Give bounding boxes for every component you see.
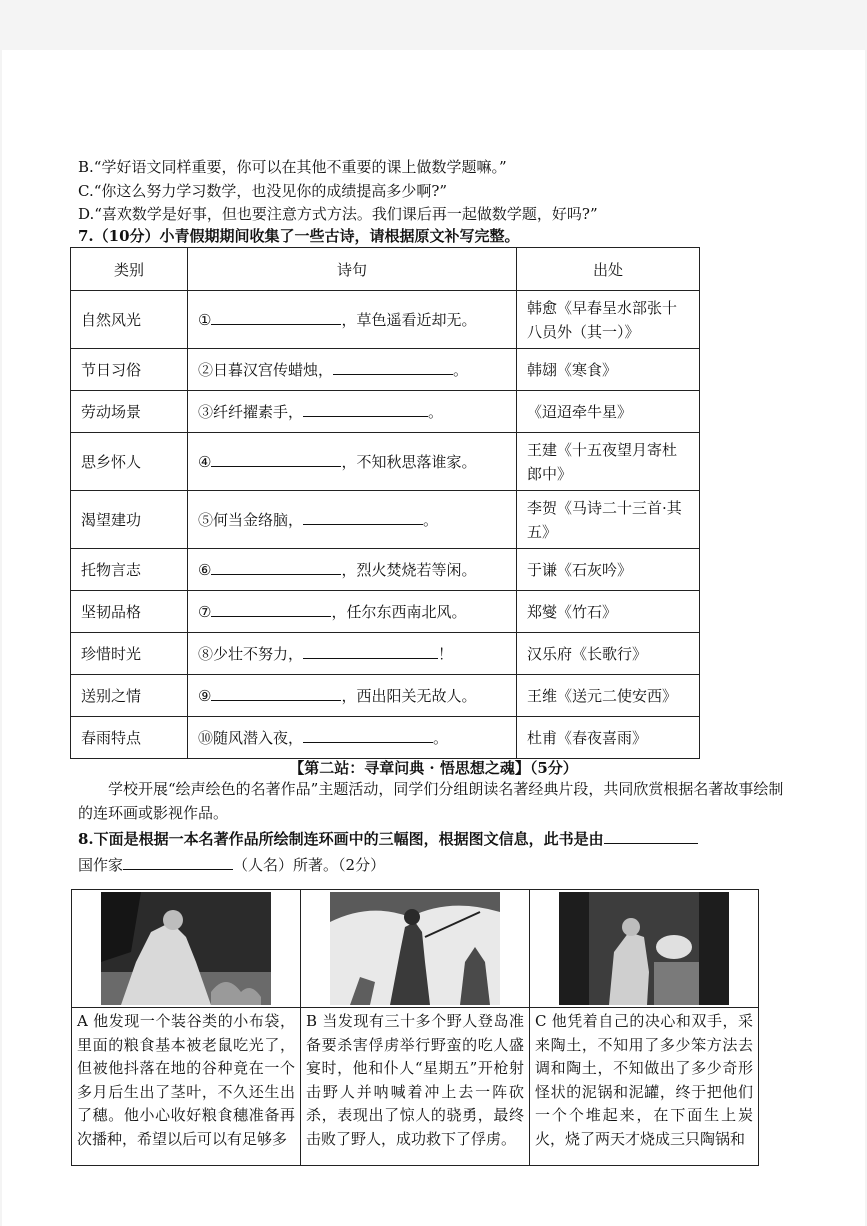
verse-prefix: ③纤纤擢素手，	[198, 403, 304, 421]
source-cell	[517, 391, 700, 433]
answer-blank-author[interactable]	[123, 855, 233, 870]
illustration-a	[72, 890, 300, 1008]
verse-prefix: ⑤何当金络脑，	[198, 511, 304, 529]
table-row	[71, 291, 700, 349]
section-2-intro: 学校开展“绘声绘色的名著作品”主题活动，同学们分组朗读名著经典片段，共同欣赏根据名著故事绘制的连环画或影视作品。	[78, 780, 784, 822]
verse-prefix: ⑨	[198, 687, 212, 705]
verse-answer-blank[interactable]	[211, 602, 331, 617]
caption-b: B 当发现有三十多个野人登岛准备要杀害俘虏举行野蛮的吃人盛宴时，他和仆人“星期五”开枪射击野人并呐喊着冲上去一阵砍杀，表现出了惊人的骁勇，最终击败了野人，成功救下了俘虏。	[306, 1012, 524, 1148]
category-text: 自然风光	[81, 311, 142, 329]
category-cell	[71, 291, 188, 349]
verse-cell	[188, 675, 517, 717]
header-category: 类别	[71, 248, 188, 291]
illustration-b-image	[330, 892, 500, 1005]
verse-prefix: ⑦	[198, 603, 212, 621]
illustration-c	[530, 890, 758, 1008]
poem-table	[70, 247, 700, 759]
table-header-row	[71, 248, 700, 291]
category-cell	[71, 633, 188, 675]
verse-cell	[188, 391, 517, 433]
verse-suffix: ，西出阳关无故人。	[341, 687, 477, 705]
source-cell	[517, 717, 700, 759]
category-cell	[71, 549, 188, 591]
table-row	[71, 491, 700, 549]
verse-answer-blank[interactable]	[303, 510, 423, 525]
source-cell	[517, 591, 700, 633]
verse-prefix: ⑩随风潜入夜，	[198, 729, 304, 747]
verse-answer-blank[interactable]	[211, 686, 341, 701]
source-text: 韩愈《早春呈水部张十八员外（其一）》	[527, 298, 678, 341]
verse-answer-blank[interactable]	[211, 310, 341, 325]
verse-prefix: ②日暮汉宫传蜡烛，	[198, 361, 334, 379]
category-text: 节日习俗	[81, 361, 142, 379]
verse-answer-blank[interactable]	[303, 402, 428, 417]
answer-blank-country[interactable]	[604, 829, 698, 844]
category-text: 思乡怀人	[81, 453, 142, 471]
verse-suffix: 。	[453, 361, 469, 379]
verse-answer-blank[interactable]	[303, 728, 433, 743]
verse-cell	[188, 591, 517, 633]
illustration-a-image	[101, 892, 271, 1005]
table-row	[71, 391, 700, 433]
verse-suffix: 。	[423, 511, 439, 529]
verse-prefix: ⑧少壮不努力，	[198, 645, 304, 663]
table-row	[71, 349, 700, 391]
illustration-c-image	[559, 892, 729, 1005]
category-cell	[71, 349, 188, 391]
verse-cell	[188, 491, 517, 549]
q8-text-2: 国作家	[78, 856, 124, 874]
comic-panel-a	[72, 890, 301, 1165]
q8-score: （2分）	[338, 856, 386, 874]
comic-strip	[71, 889, 759, 1166]
category-text: 托物言志	[81, 561, 142, 579]
verse-cell	[188, 633, 517, 675]
verse-suffix: ，草色遥看近却无。	[341, 311, 477, 329]
source-cell	[517, 291, 700, 349]
source-cell	[517, 633, 700, 675]
verse-cell	[188, 717, 517, 759]
table-row	[71, 591, 700, 633]
q8-text-3: （人名）所著。	[233, 856, 339, 874]
category-cell	[71, 391, 188, 433]
comic-panel-c	[530, 890, 758, 1165]
verse-suffix: ！	[438, 645, 454, 663]
verse-prefix: ①	[198, 311, 212, 329]
verse-answer-blank[interactable]	[211, 452, 341, 467]
category-cell	[71, 675, 188, 717]
category-cell	[71, 591, 188, 633]
source-cell	[517, 491, 700, 549]
source-cell	[517, 349, 700, 391]
table-row	[71, 633, 700, 675]
category-cell	[71, 717, 188, 759]
verse-suffix: 。	[433, 729, 449, 747]
source-text: 王维《送元二使安西》	[527, 686, 678, 705]
caption-c: C 他凭着自己的决心和双手，采来陶土，不知用了多少笨方法去调和陶土，不知做出了多少奇形怪状的泥锅和泥罐，终于把他们一个个堆起来，在下面生上炭火，烧了两天才烧成三只陶锅和	[535, 1012, 753, 1148]
category-text: 劳动场景	[81, 403, 142, 421]
category-text: 坚韧品格	[81, 603, 142, 621]
verse-answer-blank[interactable]	[303, 644, 438, 659]
table-row	[71, 675, 700, 717]
table-row	[71, 717, 700, 759]
source-text: 王建《十五夜望月寄杜郎中》	[527, 440, 678, 483]
q8-text-1: 8.下面是根据一本名著作品所绘制连环画中的三幅图，根据图文信息，此书是由	[78, 830, 604, 848]
verse-cell	[188, 291, 517, 349]
header-source: 出处	[517, 248, 700, 291]
question-7-title: 7.（10分）小青假期期间收集了一些古诗，请根据原文补写完整。	[78, 227, 520, 245]
verse-cell	[188, 349, 517, 391]
category-cell	[71, 433, 188, 491]
category-text: 送别之情	[81, 687, 142, 705]
header-verse: 诗句	[188, 248, 517, 291]
verse-answer-blank[interactable]	[333, 360, 453, 375]
source-text: 郑燮《竹石》	[527, 602, 618, 621]
comic-panel-b	[301, 890, 530, 1165]
question-8	[78, 826, 798, 878]
verse-answer-blank[interactable]	[211, 560, 341, 575]
source-cell	[517, 675, 700, 717]
source-text: 于谦《石灰吟》	[527, 560, 633, 579]
source-text: 《迢迢牵牛星》	[527, 402, 633, 421]
table-row	[71, 549, 700, 591]
table-row	[71, 433, 700, 491]
option-b: B.“学好语文同样重要，你可以在其他不重要的课上做数学题嘛。”	[78, 158, 507, 176]
source-text: 汉乐府《长歌行》	[527, 644, 648, 663]
verse-cell	[188, 433, 517, 491]
verse-suffix: ，任尔东西南北风。	[331, 603, 467, 621]
verse-cell	[188, 549, 517, 591]
source-cell	[517, 433, 700, 491]
source-cell	[517, 549, 700, 591]
section-2-title: 【第二站：寻章问典 · 悟思想之魂】（5分）	[289, 759, 578, 777]
source-text: 杜甫《春夜喜雨》	[527, 728, 648, 747]
option-c: C.“你这么努力学习数学，也没见你的成绩提高多少啊?”	[78, 182, 448, 200]
source-text: 韩翃《寒食》	[527, 360, 618, 379]
category-text: 珍惜时光	[81, 645, 142, 663]
option-d: D.“喜欢数学是好事，但也要注意方式方法。我们课后再一起做数学题，好吗?”	[78, 205, 598, 223]
illustration-b	[301, 890, 529, 1008]
category-text: 春雨特点	[81, 729, 142, 747]
verse-suffix: 。	[428, 403, 444, 421]
category-text: 渴望建功	[81, 511, 142, 529]
verse-suffix: ，烈火焚烧若等闲。	[341, 561, 477, 579]
source-text: 李贺《马诗二十三首·其五》	[527, 498, 682, 541]
category-cell	[71, 491, 188, 549]
verse-prefix: ④	[198, 453, 212, 471]
verse-prefix: ⑥	[198, 561, 212, 579]
verse-suffix: ，不知秋思落谁家。	[341, 453, 477, 471]
caption-a: A 他发现一个装谷类的小布袋，里面的粮食基本被老鼠吃光了，但被他抖落在地的谷种竟在一个多月后生出了茎叶，不久还生出了穗。他小心收好粮食穗准备再次播种，希望以后可以有足够多	[77, 1012, 295, 1148]
